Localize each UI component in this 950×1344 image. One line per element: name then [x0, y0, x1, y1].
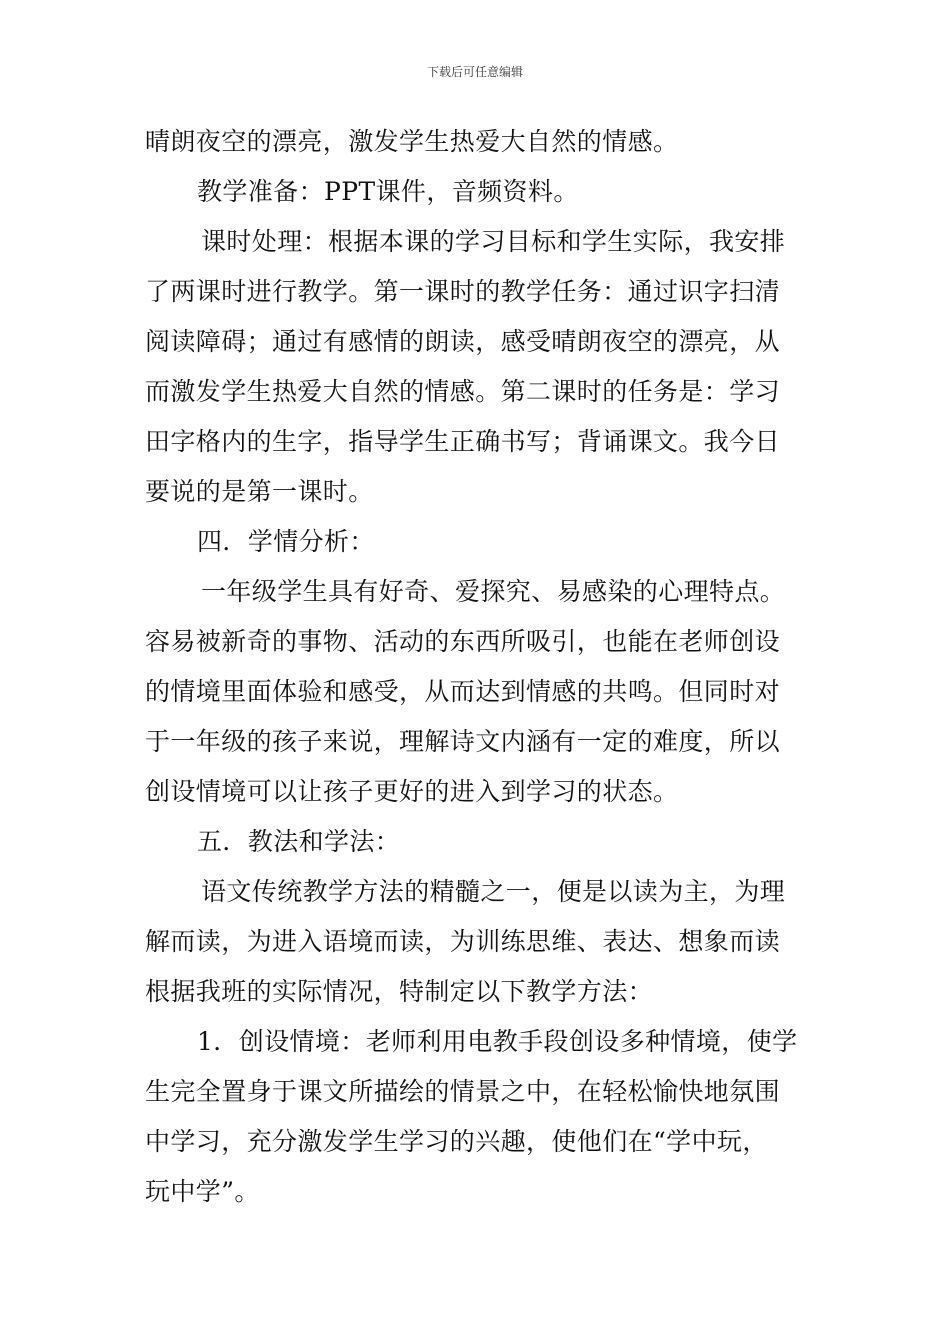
- text-line-21: 中学习，充分激发学生学习的兴趣，使他们在“学中玩，: [145, 1127, 768, 1156]
- text-line-10: 一年级学生具有好奇、爱探究、易感染的心理特点。: [201, 577, 786, 606]
- page-header-note: 下载后可任意编辑: [426, 65, 523, 79]
- text-line-20: 生完全置身于课文所描绘的情景之中，在轻松愉快地氛围: [145, 1077, 781, 1106]
- text-line-3: 课时处理：根据本课的学习目标和学生实际，我安排: [201, 227, 786, 256]
- text-line-7: 田字格内的生字，指导学生正确书写；背诵课文。我今日: [145, 427, 781, 456]
- text-line-4: 了两课时进行教学。第一课时的教学任务：通过识字扫清: [145, 277, 781, 306]
- text-line-6: 而激发学生热爱大自然的情感。第二课时的任务是：学习: [145, 377, 781, 406]
- text-line-8: 要说的是第一课时。: [145, 477, 374, 506]
- text-line-19: 1．创设情境：老师利用电教手段创设多种情境，使学: [197, 1027, 798, 1056]
- text-line-14: 创设情境可以让孩子更好的进入到学习的状态。: [145, 777, 679, 806]
- section-heading-4: 四．学情分析：: [197, 527, 375, 556]
- text-line-5: 阅读障碍；通过有感情的朗读，感受晴朗夜空的漂亮，从: [145, 327, 781, 356]
- text-line-13: 于一年级的孩子来说，理解诗文内涵有一定的难度，所以: [145, 727, 781, 756]
- text-line-1: 晴朗夜空的漂亮，激发学生热爱大自然的情感。: [145, 127, 679, 156]
- text-line-22: 玩中学”。: [145, 1177, 260, 1206]
- text-line-16: 语文传统教学方法的精髓之一，便是以读为主，为理: [201, 877, 786, 906]
- text-line-18: 根据我班的实际情况，特制定以下教学方法：: [145, 977, 654, 1006]
- section-heading-5: 五．教法和学法：: [197, 827, 401, 856]
- text-line-17: 解而读，为进入语境而读，为训练思维、表达、想象而读: [145, 927, 781, 956]
- text-line-11: 容易被新奇的事物、活动的东西所吸引，也能在老师创设: [145, 627, 781, 656]
- text-line-2: 教学准备：PPT课件，音频资料。: [197, 177, 579, 206]
- text-line-12: 的情境里面体验和感受，从而达到情感的共鸣。但同时对: [145, 677, 781, 706]
